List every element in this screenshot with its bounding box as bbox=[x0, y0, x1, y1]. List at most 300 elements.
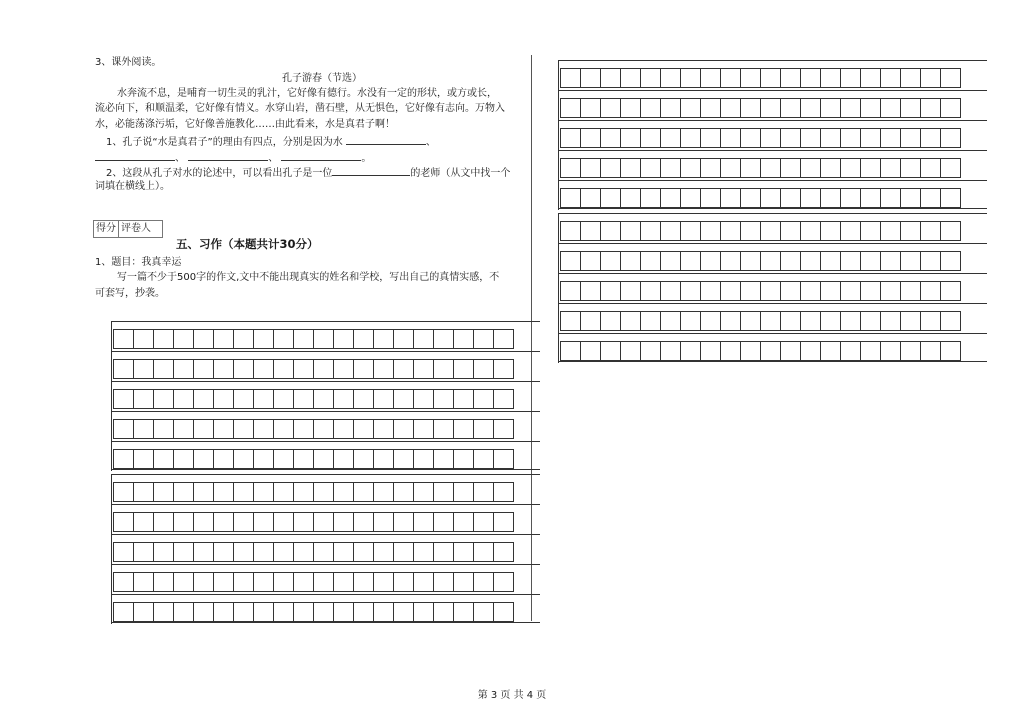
grid-square[interactable] bbox=[174, 542, 194, 562]
grid-square[interactable] bbox=[581, 221, 601, 241]
grid-square[interactable] bbox=[641, 251, 661, 271]
grid-square[interactable] bbox=[174, 512, 194, 532]
grid-square[interactable] bbox=[701, 311, 721, 331]
grid-square[interactable] bbox=[214, 329, 234, 349]
grid-square[interactable] bbox=[234, 602, 254, 622]
grid-square[interactable] bbox=[134, 329, 154, 349]
grid-square[interactable] bbox=[474, 329, 494, 349]
grid-square[interactable] bbox=[494, 572, 514, 592]
grid-square[interactable] bbox=[174, 419, 194, 439]
grid-square[interactable] bbox=[661, 221, 681, 241]
grid-square[interactable] bbox=[561, 158, 581, 178]
grid-square[interactable] bbox=[661, 128, 681, 148]
grid-square[interactable] bbox=[494, 602, 514, 622]
grid-square[interactable] bbox=[621, 128, 641, 148]
grid-square[interactable] bbox=[661, 251, 681, 271]
grid-square[interactable] bbox=[781, 281, 801, 301]
grid-square[interactable] bbox=[721, 128, 741, 148]
grid-square[interactable] bbox=[621, 188, 641, 208]
grid-square[interactable] bbox=[294, 572, 314, 592]
grid-square[interactable] bbox=[274, 359, 294, 379]
grid-square[interactable] bbox=[641, 281, 661, 301]
grid-square[interactable] bbox=[274, 542, 294, 562]
grid-square[interactable] bbox=[174, 449, 194, 469]
grid-square[interactable] bbox=[214, 359, 234, 379]
grid-square[interactable] bbox=[821, 68, 841, 88]
grid-square[interactable] bbox=[454, 389, 474, 409]
grid-square[interactable] bbox=[601, 128, 621, 148]
grid-square[interactable] bbox=[681, 251, 701, 271]
grid-square[interactable] bbox=[661, 98, 681, 118]
grid-square[interactable] bbox=[941, 251, 961, 271]
grid-square[interactable] bbox=[821, 128, 841, 148]
grid-square[interactable] bbox=[394, 512, 414, 532]
grid-square[interactable] bbox=[354, 419, 374, 439]
grid-square[interactable] bbox=[454, 359, 474, 379]
grid-square[interactable] bbox=[454, 572, 474, 592]
grid-square[interactable] bbox=[494, 359, 514, 379]
grid-square[interactable] bbox=[114, 512, 134, 532]
grid-square[interactable] bbox=[294, 542, 314, 562]
grid-square[interactable] bbox=[434, 359, 454, 379]
grid-square[interactable] bbox=[601, 251, 621, 271]
grid-square[interactable] bbox=[274, 572, 294, 592]
grid-square[interactable] bbox=[621, 221, 641, 241]
grid-square[interactable] bbox=[194, 542, 214, 562]
grid-square[interactable] bbox=[801, 68, 821, 88]
grid-square[interactable] bbox=[861, 281, 881, 301]
grid-square[interactable] bbox=[641, 311, 661, 331]
grid-square[interactable] bbox=[214, 542, 234, 562]
grid-square[interactable] bbox=[801, 221, 821, 241]
grid-square[interactable] bbox=[234, 572, 254, 592]
grid-square[interactable] bbox=[454, 449, 474, 469]
grid-square[interactable] bbox=[861, 311, 881, 331]
grid-square[interactable] bbox=[621, 281, 641, 301]
grid-square[interactable] bbox=[494, 542, 514, 562]
grid-square[interactable] bbox=[661, 158, 681, 178]
grid-square[interactable] bbox=[741, 251, 761, 271]
grid-square[interactable] bbox=[254, 512, 274, 532]
grid-square[interactable] bbox=[454, 602, 474, 622]
grid-square[interactable] bbox=[394, 542, 414, 562]
grid-square[interactable] bbox=[474, 512, 494, 532]
grid-square[interactable] bbox=[134, 542, 154, 562]
answer-blank-2[interactable] bbox=[95, 150, 175, 161]
grid-square[interactable] bbox=[561, 68, 581, 88]
grid-square[interactable] bbox=[861, 341, 881, 361]
grid-square[interactable] bbox=[254, 542, 274, 562]
grid-square[interactable] bbox=[781, 221, 801, 241]
grid-square[interactable] bbox=[881, 341, 901, 361]
answer-blank-3[interactable] bbox=[188, 150, 268, 161]
grid-square[interactable] bbox=[114, 602, 134, 622]
grid-square[interactable] bbox=[174, 572, 194, 592]
grid-square[interactable] bbox=[394, 602, 414, 622]
grid-square[interactable] bbox=[134, 512, 154, 532]
grid-square[interactable] bbox=[901, 98, 921, 118]
grid-square[interactable] bbox=[274, 602, 294, 622]
grid-square[interactable] bbox=[881, 311, 901, 331]
grid-square[interactable] bbox=[214, 482, 234, 502]
grid-square[interactable] bbox=[434, 449, 454, 469]
grid-square[interactable] bbox=[154, 449, 174, 469]
grid-square[interactable] bbox=[761, 311, 781, 331]
grid-square[interactable] bbox=[821, 98, 841, 118]
answer-blank-1[interactable] bbox=[346, 134, 426, 145]
grid-square[interactable] bbox=[781, 68, 801, 88]
grid-square[interactable] bbox=[294, 512, 314, 532]
grid-square[interactable] bbox=[174, 329, 194, 349]
grid-square[interactable] bbox=[921, 281, 941, 301]
grid-square[interactable] bbox=[941, 128, 961, 148]
answer-blank-4[interactable] bbox=[281, 150, 361, 161]
grid-square[interactable] bbox=[561, 341, 581, 361]
grid-square[interactable] bbox=[881, 68, 901, 88]
grid-square[interactable] bbox=[414, 542, 434, 562]
grid-square[interactable] bbox=[861, 68, 881, 88]
grid-square[interactable] bbox=[174, 602, 194, 622]
grid-square[interactable] bbox=[474, 572, 494, 592]
grid-square[interactable] bbox=[921, 188, 941, 208]
grid-square[interactable] bbox=[134, 419, 154, 439]
grid-square[interactable] bbox=[601, 68, 621, 88]
grid-square[interactable] bbox=[434, 329, 454, 349]
grid-square[interactable] bbox=[581, 188, 601, 208]
grid-square[interactable] bbox=[354, 359, 374, 379]
grid-square[interactable] bbox=[274, 389, 294, 409]
grid-square[interactable] bbox=[314, 359, 334, 379]
grid-square[interactable] bbox=[721, 158, 741, 178]
grid-square[interactable] bbox=[941, 98, 961, 118]
grid-square[interactable] bbox=[474, 389, 494, 409]
grid-square[interactable] bbox=[761, 221, 781, 241]
grid-square[interactable] bbox=[114, 449, 134, 469]
grid-square[interactable] bbox=[561, 188, 581, 208]
grid-square[interactable] bbox=[134, 482, 154, 502]
grid-square[interactable] bbox=[274, 329, 294, 349]
grid-square[interactable] bbox=[781, 251, 801, 271]
grid-square[interactable] bbox=[314, 572, 334, 592]
grid-square[interactable] bbox=[741, 98, 761, 118]
grid-square[interactable] bbox=[881, 158, 901, 178]
grid-square[interactable] bbox=[641, 341, 661, 361]
grid-square[interactable] bbox=[681, 128, 701, 148]
grid-square[interactable] bbox=[354, 572, 374, 592]
grid-square[interactable] bbox=[821, 251, 841, 271]
grid-square[interactable] bbox=[294, 449, 314, 469]
grid-square[interactable] bbox=[681, 281, 701, 301]
grid-square[interactable] bbox=[114, 482, 134, 502]
grid-square[interactable] bbox=[114, 329, 134, 349]
grid-square[interactable] bbox=[781, 158, 801, 178]
grid-square[interactable] bbox=[901, 128, 921, 148]
grid-square[interactable] bbox=[841, 221, 861, 241]
grid-square[interactable] bbox=[434, 419, 454, 439]
grid-square[interactable] bbox=[374, 482, 394, 502]
grid-square[interactable] bbox=[414, 389, 434, 409]
grid-square[interactable] bbox=[314, 542, 334, 562]
grid-square[interactable] bbox=[334, 572, 354, 592]
grid-square[interactable] bbox=[254, 482, 274, 502]
grid-square[interactable] bbox=[901, 221, 921, 241]
grid-square[interactable] bbox=[234, 329, 254, 349]
grid-square[interactable] bbox=[621, 158, 641, 178]
grid-square[interactable] bbox=[861, 188, 881, 208]
grid-square[interactable] bbox=[134, 602, 154, 622]
grid-square[interactable] bbox=[801, 341, 821, 361]
grid-square[interactable] bbox=[901, 188, 921, 208]
grid-square[interactable] bbox=[294, 359, 314, 379]
grid-square[interactable] bbox=[214, 449, 234, 469]
grid-square[interactable] bbox=[561, 221, 581, 241]
grid-square[interactable] bbox=[134, 572, 154, 592]
grid-square[interactable] bbox=[941, 158, 961, 178]
grid-square[interactable] bbox=[841, 311, 861, 331]
grid-square[interactable] bbox=[154, 572, 174, 592]
grid-square[interactable] bbox=[741, 158, 761, 178]
grid-square[interactable] bbox=[334, 389, 354, 409]
grid-square[interactable] bbox=[601, 188, 621, 208]
grid-square[interactable] bbox=[621, 251, 641, 271]
grid-square[interactable] bbox=[194, 512, 214, 532]
grid-square[interactable] bbox=[414, 602, 434, 622]
grid-square[interactable] bbox=[661, 68, 681, 88]
grid-square[interactable] bbox=[294, 602, 314, 622]
grid-square[interactable] bbox=[354, 449, 374, 469]
grid-square[interactable] bbox=[741, 281, 761, 301]
grid-square[interactable] bbox=[701, 68, 721, 88]
grid-square[interactable] bbox=[494, 329, 514, 349]
grid-square[interactable] bbox=[861, 128, 881, 148]
grid-square[interactable] bbox=[761, 128, 781, 148]
grid-square[interactable] bbox=[414, 482, 434, 502]
grid-square[interactable] bbox=[901, 341, 921, 361]
writing-grid[interactable] bbox=[111, 321, 540, 465]
grid-square[interactable] bbox=[254, 419, 274, 439]
grid-square[interactable] bbox=[601, 281, 621, 301]
writing-grid[interactable] bbox=[558, 213, 987, 357]
grid-square[interactable] bbox=[921, 98, 941, 118]
grid-square[interactable] bbox=[274, 449, 294, 469]
grid-square[interactable] bbox=[841, 128, 861, 148]
grid-square[interactable] bbox=[434, 572, 454, 592]
grid-square[interactable] bbox=[881, 221, 901, 241]
grid-square[interactable] bbox=[741, 311, 761, 331]
grid-square[interactable] bbox=[701, 341, 721, 361]
grid-square[interactable] bbox=[941, 311, 961, 331]
grid-square[interactable] bbox=[581, 251, 601, 271]
grid-square[interactable] bbox=[114, 572, 134, 592]
grid-square[interactable] bbox=[761, 188, 781, 208]
grid-square[interactable] bbox=[234, 512, 254, 532]
grid-square[interactable] bbox=[921, 158, 941, 178]
grid-square[interactable] bbox=[801, 158, 821, 178]
grid-square[interactable] bbox=[234, 482, 254, 502]
grid-square[interactable] bbox=[761, 251, 781, 271]
grid-square[interactable] bbox=[601, 98, 621, 118]
grid-square[interactable] bbox=[374, 512, 394, 532]
grid-square[interactable] bbox=[154, 512, 174, 532]
grid-square[interactable] bbox=[394, 419, 414, 439]
grid-square[interactable] bbox=[474, 359, 494, 379]
grid-square[interactable] bbox=[721, 68, 741, 88]
grid-square[interactable] bbox=[294, 329, 314, 349]
grid-square[interactable] bbox=[154, 419, 174, 439]
grid-square[interactable] bbox=[114, 389, 134, 409]
grid-square[interactable] bbox=[334, 482, 354, 502]
grid-square[interactable] bbox=[374, 572, 394, 592]
grid-square[interactable] bbox=[941, 341, 961, 361]
grid-square[interactable] bbox=[314, 602, 334, 622]
grid-square[interactable] bbox=[661, 341, 681, 361]
grid-square[interactable] bbox=[414, 419, 434, 439]
grid-square[interactable] bbox=[374, 419, 394, 439]
grid-square[interactable] bbox=[841, 158, 861, 178]
grid-square[interactable] bbox=[601, 341, 621, 361]
grid-square[interactable] bbox=[741, 221, 761, 241]
grid-square[interactable] bbox=[394, 449, 414, 469]
grid-square[interactable] bbox=[901, 158, 921, 178]
grid-square[interactable] bbox=[334, 329, 354, 349]
grid-square[interactable] bbox=[901, 311, 921, 331]
grid-square[interactable] bbox=[494, 482, 514, 502]
grid-square[interactable] bbox=[841, 68, 861, 88]
grid-square[interactable] bbox=[661, 188, 681, 208]
grid-square[interactable] bbox=[621, 341, 641, 361]
grid-square[interactable] bbox=[681, 341, 701, 361]
grid-square[interactable] bbox=[621, 98, 641, 118]
grid-square[interactable] bbox=[234, 542, 254, 562]
grid-square[interactable] bbox=[474, 482, 494, 502]
grid-square[interactable] bbox=[861, 251, 881, 271]
grid-square[interactable] bbox=[114, 359, 134, 379]
grid-square[interactable] bbox=[941, 188, 961, 208]
grid-square[interactable] bbox=[941, 68, 961, 88]
grid-square[interactable] bbox=[881, 251, 901, 271]
grid-square[interactable] bbox=[254, 359, 274, 379]
grid-square[interactable] bbox=[881, 98, 901, 118]
grid-square[interactable] bbox=[941, 221, 961, 241]
grid-square[interactable] bbox=[174, 389, 194, 409]
grid-square[interactable] bbox=[134, 359, 154, 379]
grid-square[interactable] bbox=[781, 188, 801, 208]
grid-square[interactable] bbox=[781, 128, 801, 148]
grid-square[interactable] bbox=[234, 359, 254, 379]
grid-square[interactable] bbox=[394, 389, 414, 409]
grid-square[interactable] bbox=[781, 341, 801, 361]
grid-square[interactable] bbox=[214, 419, 234, 439]
grid-square[interactable] bbox=[701, 188, 721, 208]
grid-square[interactable] bbox=[294, 419, 314, 439]
grid-square[interactable] bbox=[154, 329, 174, 349]
grid-square[interactable] bbox=[414, 359, 434, 379]
grid-square[interactable] bbox=[414, 329, 434, 349]
answer-blank-5[interactable] bbox=[332, 165, 410, 176]
grid-square[interactable] bbox=[821, 341, 841, 361]
grid-square[interactable] bbox=[841, 281, 861, 301]
grid-square[interactable] bbox=[761, 98, 781, 118]
grid-square[interactable] bbox=[214, 572, 234, 592]
grid-square[interactable] bbox=[194, 602, 214, 622]
grid-square[interactable] bbox=[314, 419, 334, 439]
grid-square[interactable] bbox=[274, 482, 294, 502]
grid-square[interactable] bbox=[781, 311, 801, 331]
grid-square[interactable] bbox=[374, 542, 394, 562]
grid-square[interactable] bbox=[374, 602, 394, 622]
grid-square[interactable] bbox=[561, 281, 581, 301]
grid-square[interactable] bbox=[214, 602, 234, 622]
grid-square[interactable] bbox=[721, 251, 741, 271]
grid-square[interactable] bbox=[561, 98, 581, 118]
grid-square[interactable] bbox=[194, 572, 214, 592]
grid-square[interactable] bbox=[601, 311, 621, 331]
grid-square[interactable] bbox=[334, 449, 354, 469]
grid-square[interactable] bbox=[861, 158, 881, 178]
grid-square[interactable] bbox=[721, 98, 741, 118]
grid-square[interactable] bbox=[494, 449, 514, 469]
grid-square[interactable] bbox=[294, 389, 314, 409]
grid-square[interactable] bbox=[214, 389, 234, 409]
grid-square[interactable] bbox=[561, 128, 581, 148]
grid-square[interactable] bbox=[681, 98, 701, 118]
grid-square[interactable] bbox=[901, 251, 921, 271]
grid-square[interactable] bbox=[801, 188, 821, 208]
grid-square[interactable] bbox=[801, 311, 821, 331]
grid-square[interactable] bbox=[234, 419, 254, 439]
grid-square[interactable] bbox=[641, 158, 661, 178]
grid-square[interactable] bbox=[454, 329, 474, 349]
grid-square[interactable] bbox=[414, 572, 434, 592]
grid-square[interactable] bbox=[701, 281, 721, 301]
grid-square[interactable] bbox=[801, 98, 821, 118]
grid-square[interactable] bbox=[921, 251, 941, 271]
grid-square[interactable] bbox=[841, 98, 861, 118]
grid-square[interactable] bbox=[494, 512, 514, 532]
grid-square[interactable] bbox=[741, 68, 761, 88]
grid-square[interactable] bbox=[641, 98, 661, 118]
grid-square[interactable] bbox=[681, 188, 701, 208]
grid-square[interactable] bbox=[721, 221, 741, 241]
grid-square[interactable] bbox=[334, 359, 354, 379]
grid-square[interactable] bbox=[561, 251, 581, 271]
grid-square[interactable] bbox=[254, 449, 274, 469]
grid-square[interactable] bbox=[154, 389, 174, 409]
grid-square[interactable] bbox=[801, 281, 821, 301]
grid-square[interactable] bbox=[494, 389, 514, 409]
grid-square[interactable] bbox=[821, 188, 841, 208]
grid-square[interactable] bbox=[314, 389, 334, 409]
grid-square[interactable] bbox=[414, 449, 434, 469]
grid-square[interactable] bbox=[194, 329, 214, 349]
grid-square[interactable] bbox=[561, 311, 581, 331]
grid-square[interactable] bbox=[741, 341, 761, 361]
grid-square[interactable] bbox=[254, 602, 274, 622]
grid-square[interactable] bbox=[701, 128, 721, 148]
grid-square[interactable] bbox=[134, 389, 154, 409]
grid-square[interactable] bbox=[881, 128, 901, 148]
grid-square[interactable] bbox=[374, 329, 394, 349]
grid-square[interactable] bbox=[314, 329, 334, 349]
grid-square[interactable] bbox=[394, 329, 414, 349]
grid-square[interactable] bbox=[454, 482, 474, 502]
grid-square[interactable] bbox=[861, 98, 881, 118]
grid-square[interactable] bbox=[601, 221, 621, 241]
grid-square[interactable] bbox=[921, 68, 941, 88]
grid-square[interactable] bbox=[434, 542, 454, 562]
grid-square[interactable] bbox=[274, 419, 294, 439]
grid-square[interactable] bbox=[154, 359, 174, 379]
